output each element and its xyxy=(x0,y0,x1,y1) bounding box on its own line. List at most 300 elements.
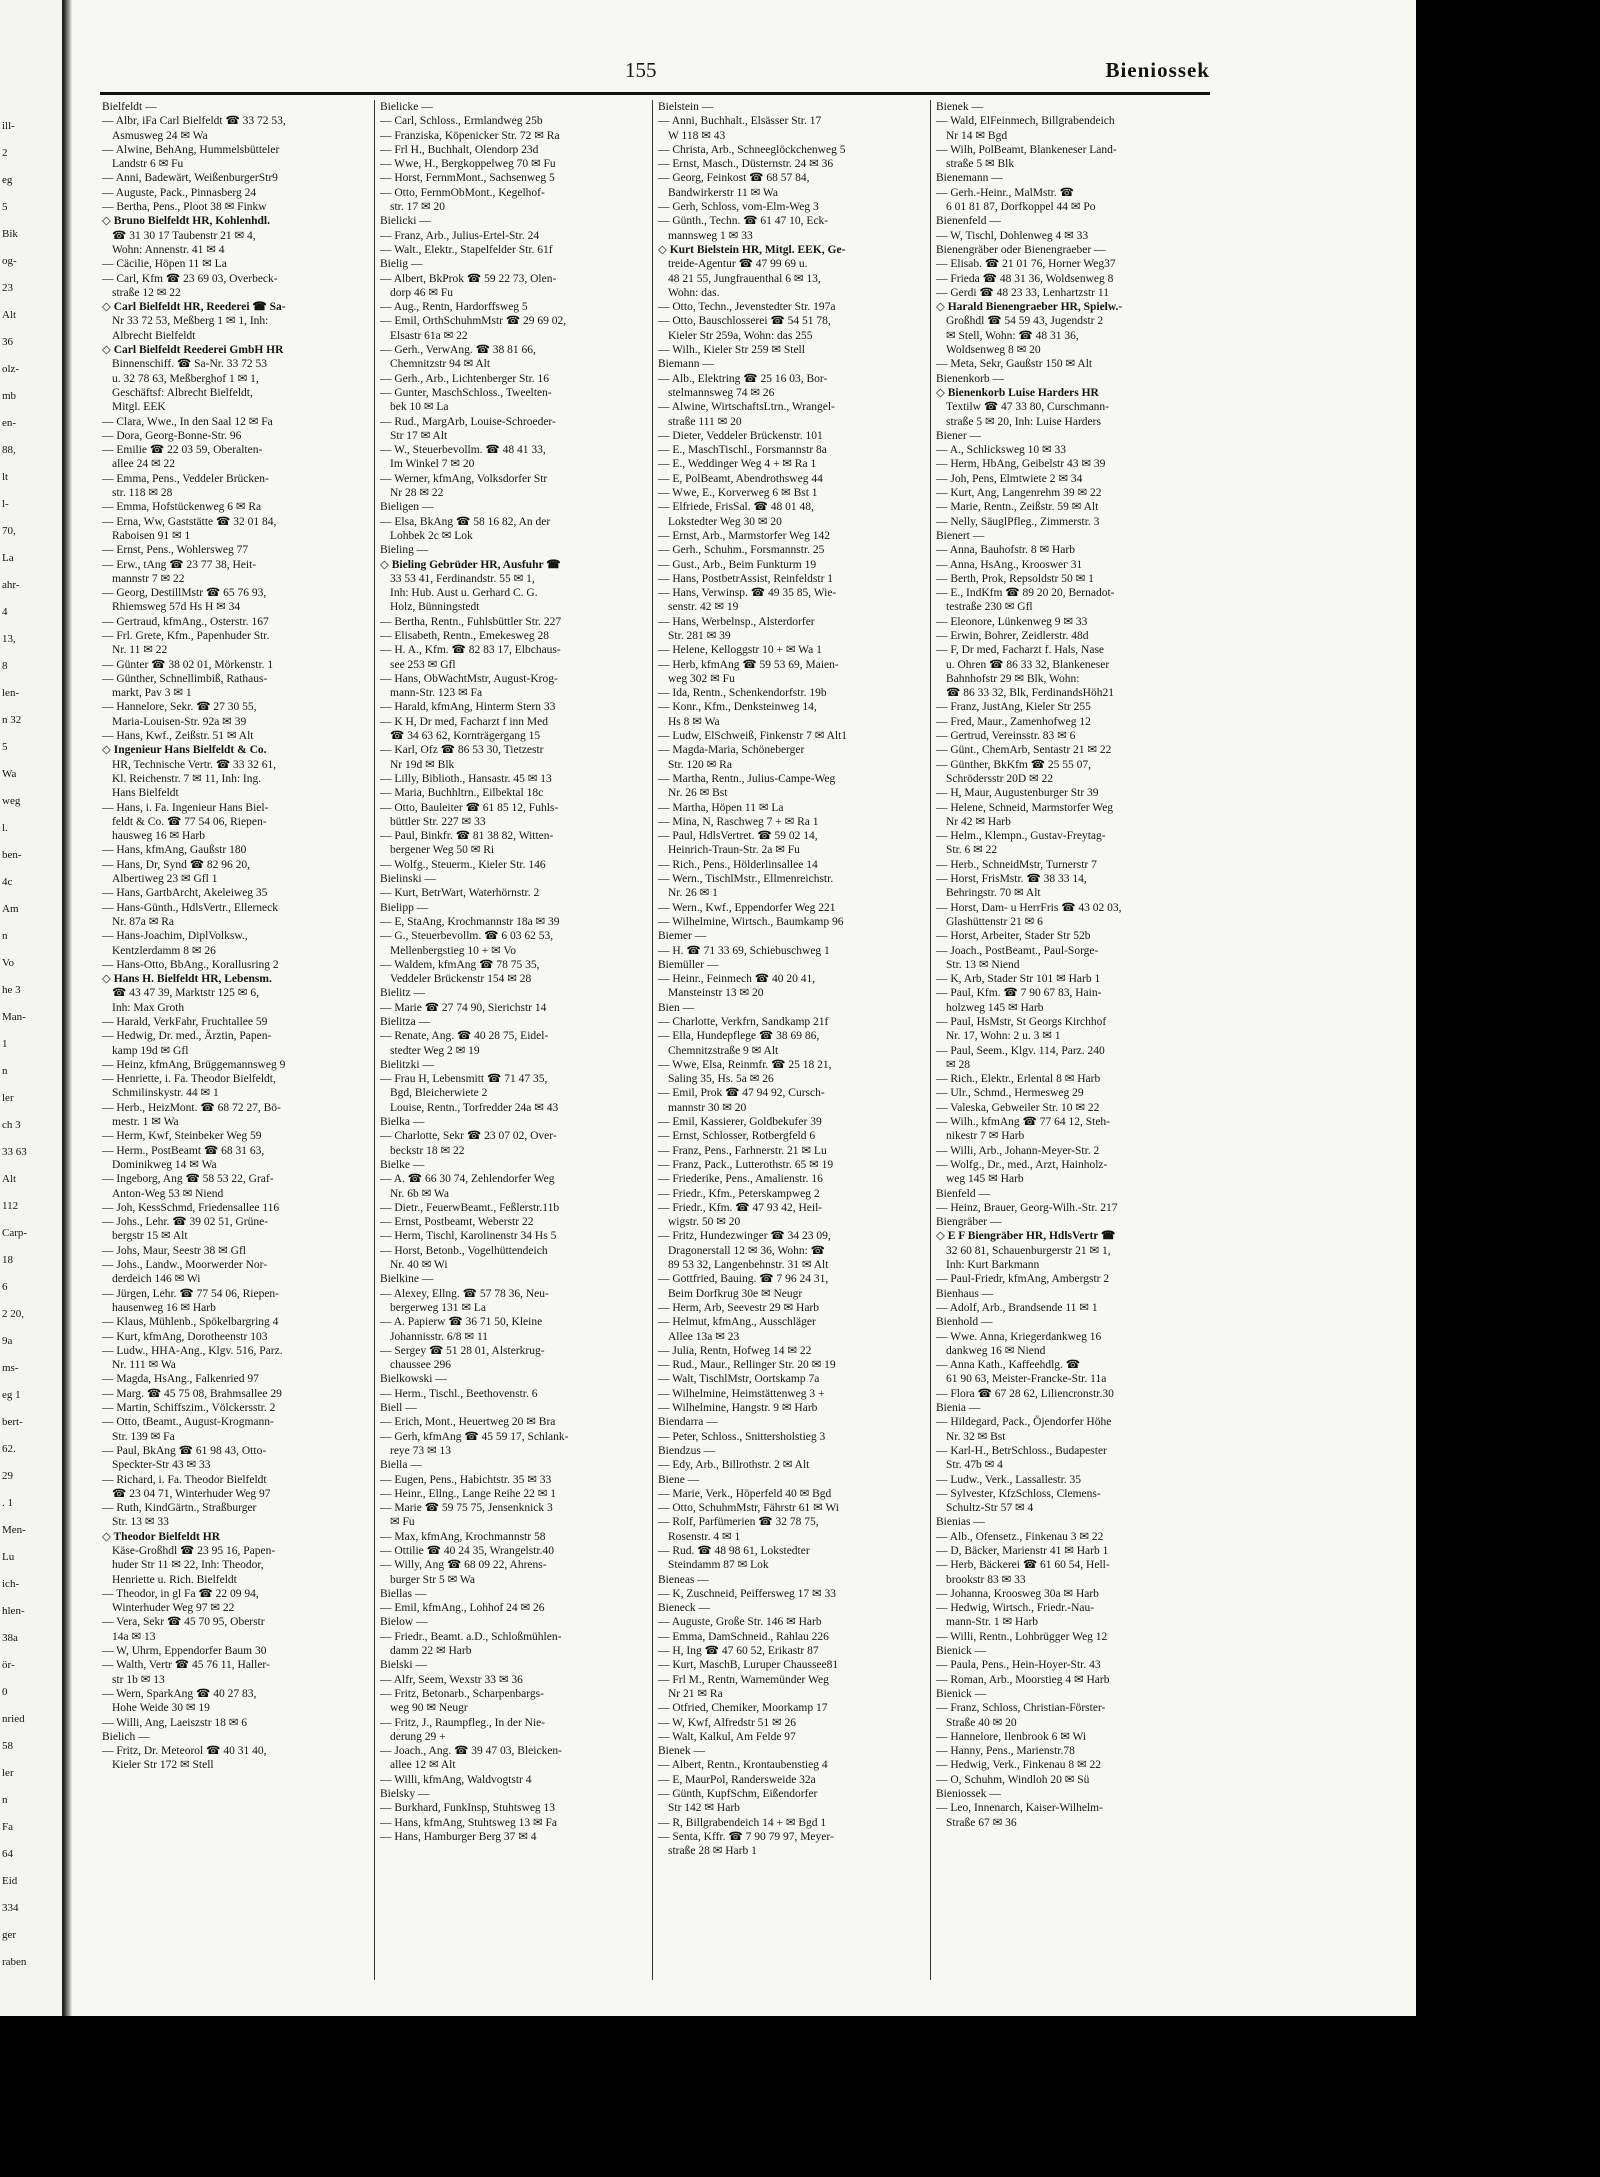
directory-entry-line: — Peter, Schloss., Snittersholstieg 3 xyxy=(658,1430,826,1443)
previous-page-fragment: bert- xyxy=(2,1416,23,1428)
directory-entry-line: 61 90 63, Meister-Francke-Str. 11a xyxy=(946,1373,1107,1386)
directory-entry-line: str 1b ✉ 13 xyxy=(112,1673,165,1686)
directory-entry-line: — Paula, Pens., Hein-Hoyer-Str. 43 xyxy=(936,1659,1101,1672)
directory-entry-line: — W, Tischl, Dohlenweg 4 ✉ 33 xyxy=(936,229,1089,242)
directory-entry-line: — Gertrud, Vereinsstr. 83 ✉ 6 xyxy=(936,730,1076,743)
directory-entry-line: Inh: Kurt Barkmann xyxy=(946,1259,1040,1272)
directory-entry-line: — Paul, HdlsVertret. ☎ 59 02 14, xyxy=(658,830,818,843)
directory-entry-line: Bienhaus — xyxy=(936,1287,994,1300)
directory-entry-line: burger Str 5 ✉ Wa xyxy=(390,1573,475,1586)
directory-entry-line: — Harald, kfmAng, Hinterm Stern 33 xyxy=(380,701,556,714)
directory-entry-line: — Emil, kfmAng., Lohhof 24 ✉ 26 xyxy=(380,1602,545,1615)
directory-entry-line: straße 5 ✉ 20, Inh: Luise Harders xyxy=(946,415,1101,428)
directory-entry-line: Bienhold — xyxy=(936,1316,993,1329)
directory-entry-line: Biella — xyxy=(380,1459,422,1472)
directory-entry-line: straße 5 ✉ Blk xyxy=(946,158,1015,171)
directory-entry-line: — Helene, Schneid, Marmstorfer Weg xyxy=(936,801,1114,814)
directory-entry-line: — F, Dr med, Facharzt f. Hals, Nase xyxy=(936,644,1105,657)
directory-entry-line: Nr. 26 ✉ Bst xyxy=(668,787,728,800)
directory-entry-line: — Harald, VerkFahr, Fruchtallee 59 xyxy=(102,1016,268,1028)
directory-entry-line: huder Str 11 ✉ 22, Inh: Theodor, xyxy=(112,1559,264,1572)
directory-entry-line: Nr. 111 ✉ Wa xyxy=(112,1359,176,1372)
header-rule xyxy=(100,92,1210,95)
directory-entry-line: — Ernst, Arb., Marmstorfer Weg 142 xyxy=(658,529,830,542)
directory-entry-line: — Joach., PostBeamt., Paul-Sorge- xyxy=(936,944,1099,957)
directory-entry-line: ◇ Bienenkorb Luise Harders HR xyxy=(936,386,1099,399)
directory-entry-line: — Franziska, Köpenicker Str. 72 ✉ Ra xyxy=(380,129,560,142)
directory-entry-line: — Hans, Werbelnsp., Alsterdorfer xyxy=(658,615,815,628)
directory-entry-line: Nr. 26 ✉ 1 xyxy=(668,887,718,900)
directory-entry-line: — Otto, Techn., Jevenstedter Str. 197a xyxy=(658,301,836,314)
previous-page-fragment: len- xyxy=(2,687,20,699)
directory-entry-line: Bieling — xyxy=(380,544,429,557)
directory-entry-line: — Helene, Kelloggstr 10 + ✉ Wa 1 xyxy=(658,644,822,657)
directory-entry-line: treide-Agentur ☎ 47 99 69 u. xyxy=(668,258,808,271)
directory-entry-line: Bielstein — xyxy=(658,101,714,113)
previous-page-fragment: 5 xyxy=(2,741,8,753)
directory-entry-line: senstr. 42 ✉ 19 xyxy=(668,601,739,614)
directory-entry-line: — Frieda ☎ 48 31 36, Woldsenweg 8 xyxy=(936,272,1114,285)
directory-entry-line: — Erw., tAng ☎ 23 77 38, Heit- xyxy=(102,558,257,571)
previous-page-fragment: 6 xyxy=(2,1281,8,1293)
previous-page-fragment: Fa xyxy=(2,1821,13,1833)
directory-entry-line: — Rud., MargArb, Louise-Schroeder- xyxy=(380,415,556,428)
directory-entry-line: — Friederike, Pens., Amalienstr. 16 xyxy=(658,1173,823,1186)
directory-entry-line: — Joach., Ang. ☎ 39 47 03, Bleicken- xyxy=(380,1745,563,1758)
directory-entry-line: — Hedwig, Wirtsch., Friedr.-Nau- xyxy=(936,1602,1095,1615)
previous-page-fragment: 62. xyxy=(2,1443,16,1455)
directory-entry-line: chaussee 296 xyxy=(390,1359,451,1372)
directory-entry-line: Schrödersstr 20D ✉ 22 xyxy=(946,772,1054,785)
directory-entry-line: Bieniossek — xyxy=(936,1788,1001,1801)
directory-entry-line: — Hans-Otto, BbAng., Korallusring 2 xyxy=(102,958,279,971)
directory-entry-line: — Wolfg., Dr., med., Arzt, Hainholz- xyxy=(936,1158,1108,1171)
directory-entry-line: — Walth, Vertr ☎ 45 76 11, Haller- xyxy=(102,1659,270,1672)
previous-page-fragment: Man- xyxy=(2,1011,26,1023)
directory-entry-line: — Frl. Grete, Kfm., Papenhuder Str. xyxy=(102,629,270,642)
directory-entry-line: 33 53 41, Ferdinandstr. 55 ✉ 1, xyxy=(390,572,535,585)
directory-entry-line: — Fritz, Betonarb., Scharpenbargs- xyxy=(380,1687,544,1700)
directory-entry-line: hausweg 16 ✉ Harb xyxy=(112,830,205,843)
directory-entry-line: — D, Bäcker, Marienstr 41 ✉ Harb 1 xyxy=(936,1544,1109,1557)
directory-entry-line: ◇ Carl Bielfeldt HR, Reederei ☎ Sa- xyxy=(102,301,286,314)
directory-entry-line: Str. 13 ✉ Niend xyxy=(946,958,1020,971)
previous-page-fragment: ler xyxy=(2,1767,14,1779)
directory-entry-line: — Franz, Pack., Lutterothstr. 65 ✉ 19 xyxy=(658,1158,834,1171)
previous-page-fragment: eg xyxy=(2,174,13,186)
directory-entry-line: — O, Schuhm, Windloh 20 ✉ Sü xyxy=(936,1773,1090,1786)
directory-entry-line: — Magda-Maria, Schöneberger xyxy=(658,744,805,757)
directory-entry-line: — Gerh., Arb., Lichtenberger Str. 16 xyxy=(380,372,550,385)
directory-entry-line: Nr 19d ✉ Blk xyxy=(390,758,455,771)
directory-entry-line: — E, MaurPol, Randersweide 32a xyxy=(658,1773,816,1786)
directory-entry-line: — Kurt, BetrWart, Waterhörnstr. 2 xyxy=(380,887,540,900)
directory-entry-line: straße 28 ✉ Harb 1 xyxy=(668,1845,757,1858)
directory-entry-line: Bielsky — xyxy=(380,1788,430,1801)
directory-entry-line: Albrecht Bielfeldt xyxy=(112,329,196,342)
directory-entry-line: — Albert, BkProk ☎ 59 22 73, Olen- xyxy=(380,272,557,285)
directory-entry-line: Bieneck — xyxy=(658,1602,711,1615)
directory-entry-line: — Joh, Pens, Elmtwiete 2 ✉ 34 xyxy=(936,472,1083,485)
directory-entry-line: Anton-Weg 53 ✉ Niend xyxy=(112,1187,224,1200)
directory-entry-line: Binnenschiff. ☎ Sa-Nr. 33 72 53 xyxy=(112,358,267,371)
directory-entry-line: — Martha, Höpen 11 ✉ La xyxy=(658,801,784,814)
directory-entry-line: bek 10 ✉ La xyxy=(390,401,449,414)
directory-entry-line: 6 01 81 87, Dorfkoppel 44 ✉ Po xyxy=(946,201,1096,214)
directory-entry-line: weg 145 ✉ Harb xyxy=(946,1173,1024,1186)
directory-entry-line: Bielitz — xyxy=(380,987,426,1000)
directory-entry-line: ✉ 28 xyxy=(946,1058,971,1071)
directory-entry-line: mann-Str. 123 ✉ Fa xyxy=(390,687,483,700)
directory-entry-line: Biendarra — xyxy=(658,1416,718,1429)
directory-entry-line: u. 32 78 63, Meßberghof 1 ✉ 1, xyxy=(112,372,259,385)
directory-entry-line: — Paul, Kfm. ☎ 7 90 67 83, Hain- xyxy=(936,987,1102,1000)
directory-entry-line: — Heinr., Feinmech ☎ 40 20 41, xyxy=(658,973,816,986)
directory-entry-line: Bien — xyxy=(658,1001,695,1014)
directory-entry-line: Textilw ☎ 47 33 80, Curschmann- xyxy=(946,401,1109,414)
directory-entry-line: Mitgl. EEK xyxy=(112,401,166,414)
directory-entry-line: — Ernst, Schlosser, Rotbergfeld 6 xyxy=(658,1130,816,1143)
directory-entry-line: Hans Bielfeldt xyxy=(112,787,179,800)
directory-entry-line: — Georg, DestillMstr ☎ 65 76 93, xyxy=(102,587,267,600)
directory-entry-line: allee 24 ✉ 22 xyxy=(112,458,175,471)
directory-entry-line: — Emma, Hofstückenweg 6 ✉ Ra xyxy=(102,501,262,514)
previous-page-fragment: olz- xyxy=(2,363,20,375)
previous-page-fragment: Wa xyxy=(2,768,17,780)
directory-entry-line: Bielkine — xyxy=(380,1273,434,1286)
directory-entry-line: — Anna Kath., Kaffeehdlg. ☎ xyxy=(936,1359,1081,1372)
directory-entry-line: — Lilly, Biblioth., Hansastr. 45 ✉ 13 xyxy=(380,772,552,785)
previous-page-fragment: 4c xyxy=(2,876,13,888)
directory-entry-line: Nr 33 72 53, Meßberg 1 ✉ 1, Inh: xyxy=(112,315,269,328)
directory-entry-line: — Wilh, PolBeamt, Blankeneser Land- xyxy=(936,143,1117,156)
directory-entry-line: — Auguste, Pack., Pinnasberg 24 xyxy=(102,186,257,199)
column-3 xyxy=(658,100,926,1980)
running-head: Bieniossek xyxy=(1105,58,1210,82)
directory-entry-line: — Otto, Bauleiter ☎ 61 85 12, Fuhls- xyxy=(380,801,559,814)
directory-entry-line: Biendzus — xyxy=(658,1444,716,1457)
directory-entry-line: ◇ E F Biengräber HR, HdlsVertr ☎ xyxy=(936,1230,1116,1243)
directory-entry-line: — Marie, Rentn., Zeißstr. 59 ✉ Alt xyxy=(936,501,1099,514)
directory-entry-line: Woldsenweg 8 ✉ 20 xyxy=(946,344,1041,357)
directory-entry-line: — Flora ☎ 67 28 62, Liliencronstr.30 xyxy=(936,1387,1114,1400)
directory-entry-line: — Herm, Tischl, Karolinenstr 34 Hs 5 xyxy=(380,1230,557,1243)
column-2 xyxy=(380,100,648,1980)
directory-entry-line: — Willi, kfmAng, Waldvogtstr 4 xyxy=(380,1773,532,1786)
directory-entry-line: mann-Str. 1 ✉ Harb xyxy=(946,1616,1039,1629)
directory-entry-line: bergstr 15 ✉ Alt xyxy=(112,1230,188,1243)
directory-entry-line: — R, Billgrabendeich 14 + ✉ Bgd 1 xyxy=(658,1816,827,1829)
directory-entry-line: — Erna, Ww, Gaststätte ☎ 32 01 84, xyxy=(102,515,277,528)
directory-entry-line: — Albr, iFa Carl Bielfeldt ☎ 33 72 53, xyxy=(102,115,286,128)
directory-entry-line: ✉ Fu xyxy=(390,1516,415,1529)
directory-entry-line: — Leo, Innenarch, Kaiser-Wilhelm- xyxy=(936,1802,1103,1815)
directory-entry-line: straße 12 ✉ 22 xyxy=(112,286,181,299)
directory-entry-line: Bielicke — xyxy=(380,101,433,113)
previous-page-fragment: 36 xyxy=(2,336,13,348)
directory-entry-line: — Elfriede, FrisSal. ☎ 48 01 48, xyxy=(658,501,814,514)
directory-entry-line: Bielipp — xyxy=(380,901,429,914)
directory-entry-line: — Gerh.-Heinr., MalMstr. ☎ xyxy=(936,186,1074,199)
directory-entry-line: — Wwe, E., Korverweg 6 ✉ Bst 1 xyxy=(658,487,818,500)
directory-entry-line: W 118 ✉ 43 xyxy=(668,129,726,142)
directory-entry-line: Str 142 ✉ Harb xyxy=(668,1802,740,1815)
previous-page-fragment: Carp- xyxy=(2,1227,28,1239)
directory-entry-line: nikestr 7 ✉ Harb xyxy=(946,1130,1025,1143)
directory-entry-line: — Renate, Ang. ☎ 40 28 75, Eidel- xyxy=(380,1030,549,1043)
directory-entry-line: Bgd, Bleicherwiete 2 xyxy=(390,1087,488,1100)
directory-entry-line: Nr 42 ✉ Harb xyxy=(946,815,1011,828)
directory-entry-line: — Alb., Ofensetz., Finkenau 3 ✉ 22 xyxy=(936,1530,1104,1543)
directory-entry-line: — Fritz, Dr. Meteorol ☎ 40 31 40, xyxy=(102,1745,267,1758)
directory-entry-line: — Sergey ☎ 51 28 01, Alsterkrug- xyxy=(380,1344,545,1357)
previous-page-fragment: ör- xyxy=(2,1659,15,1671)
directory-entry-line: Schultz-Str 57 ✉ 4 xyxy=(946,1502,1034,1515)
directory-entry-line: — Otto, tBeamt., August-Krogmann- xyxy=(102,1416,274,1429)
directory-entry-line: Bielitza — xyxy=(380,1016,431,1028)
directory-entry-line: Großhdl ☎ 54 59 43, Jugendstr 2 xyxy=(946,315,1104,328)
directory-entry-line: brookstr 83 ✉ 33 xyxy=(946,1573,1026,1586)
directory-entry-line: — Georg, Feinkost ☎ 68 57 84, xyxy=(658,172,810,185)
previous-page-fragment: Bik xyxy=(2,228,18,240)
directory-entry-line: kamp 19d ✉ Gfl xyxy=(112,1044,189,1057)
directory-entry-line: — Ella, Hundepflege ☎ 38 69 86, xyxy=(658,1030,820,1043)
directory-entry-line: ◇ Kurt Bielstein HR, Mitgl. EEK, Ge- xyxy=(658,243,846,256)
directory-entry-line: — Hans, kfmAng, Gaußstr 180 xyxy=(102,844,247,857)
previous-page-fragment: en- xyxy=(2,417,17,429)
directory-entry-line: — Willi, Ang, Laeiszstr 18 ✉ 6 xyxy=(102,1716,248,1729)
directory-entry-line: — Emil, Prok ☎ 47 94 92, Cursch- xyxy=(658,1087,825,1100)
directory-entry-line: — Ernst, Masch., Düsternstr. 24 ✉ 36 xyxy=(658,158,834,171)
previous-page-fragment: Lu xyxy=(2,1551,15,1563)
directory-entry-line: — Franz, Arb., Julius-Ertel-Str. 24 xyxy=(380,229,540,242)
directory-entry-line: — Hedwig, Dr. med., Ärztin, Papen- xyxy=(102,1030,272,1043)
previous-page-fragment: 1 xyxy=(2,1038,8,1050)
directory-entry-line: Bienfeld — xyxy=(936,1187,990,1200)
directory-entry-line: Maria-Louisen-Str. 92a ✉ 39 xyxy=(112,715,247,728)
directory-entry-line: — Heinr., Ellng., Lange Reihe 22 ✉ 1 xyxy=(380,1487,557,1500)
directory-entry-line: — Horst, Dam- u HerrFris ☎ 43 02 03, xyxy=(936,901,1122,914)
directory-entry-line: — Gottfried, Bauing. ☎ 7 96 24 31, xyxy=(658,1273,829,1286)
directory-entry-line: — Ruth, KindGärtn., Straßburger xyxy=(102,1502,257,1515)
directory-entry-line: — Gunter, MaschSchloss., Tweelten- xyxy=(380,386,552,399)
directory-entry-line: Bielow — xyxy=(380,1616,428,1629)
directory-entry-line: — W, Kwf, Alfredstr 51 ✉ 26 xyxy=(658,1716,797,1729)
directory-entry-line: allee 12 ✉ Alt xyxy=(390,1759,456,1772)
directory-entry-line: — Wilhelmine, Hangstr. 9 ✉ Harb xyxy=(658,1402,818,1415)
directory-entry-line: — Franz, Schloss, Christian-Förster- xyxy=(936,1702,1106,1715)
directory-entry-line: — Gerh, Schloss, vom-Elm-Weg 3 xyxy=(658,201,819,214)
directory-entry-line: Rhiemsweg 57d Hs H ✉ 34 xyxy=(112,601,241,614)
directory-entry-line: Hs 8 ✉ Wa xyxy=(668,715,720,728)
previous-page-fragment: weg xyxy=(2,795,21,807)
directory-entry-line: — Anni, Buchhalt., Elsässer Str. 17 xyxy=(658,115,822,128)
directory-entry-line: — Wwe, H., Bergkoppelweg 70 ✉ Fu xyxy=(380,158,556,171)
previous-page-fragment: ch 3 xyxy=(2,1119,21,1131)
directory-entry-line: — Wolfg., Steuerm., Kieler Str. 146 xyxy=(380,858,546,871)
directory-entry-line: — Charlotte, Sekr ☎ 23 07 02, Over- xyxy=(380,1130,557,1143)
directory-entry-line: Henriette u. Rich. Bielfeldt xyxy=(112,1573,237,1586)
previous-page-fragment: 23 xyxy=(2,282,13,294)
directory-entry-line: Beim Dorfkrug 30e ✉ Neugr xyxy=(668,1287,803,1300)
column-divider xyxy=(652,100,653,1980)
directory-entry-line: — Hans, Kwf., Zeißstr. 51 ✉ Alt xyxy=(102,730,254,743)
directory-entry-line: Bielitzki — xyxy=(380,1058,434,1071)
directory-entry-line: Bienemann — xyxy=(936,172,1003,185)
previous-page-fragment: 112 xyxy=(2,1200,19,1212)
directory-entry-line: — Marie ☎ 27 74 90, Sierichstr 14 xyxy=(380,1001,547,1014)
previous-page-fragment: n xyxy=(2,1065,8,1077)
directory-entry-line: — Kurt, MaschB, Luruper Chaussee81 xyxy=(658,1659,839,1672)
directory-entry-line: — Max, kfmAng, Krochmannstr 58 xyxy=(380,1530,546,1543)
directory-entry-line: — E., IndKfm ☎ 89 20 20, Bernadot- xyxy=(936,587,1115,600)
directory-entry-line: Nr 21 ✉ Ra xyxy=(668,1687,723,1700)
directory-entry-line: Bielicki — xyxy=(380,215,431,228)
directory-entry-line: — Otto, Bauschlosserei ☎ 54 51 78, xyxy=(658,315,831,328)
directory-entry-line: Str. 281 ✉ 39 xyxy=(668,629,731,642)
directory-entry-line: — Paul, Binkfr. ☎ 81 38 82, Witten- xyxy=(380,830,554,843)
directory-entry-line: Bienengräber oder Bienengraeber — xyxy=(936,243,1106,256)
previous-page-fragment: ms- xyxy=(2,1362,19,1374)
directory-entry-line: Biene — xyxy=(658,1473,700,1486)
directory-entry-line: — W., Steuerbevollm. ☎ 48 41 33, xyxy=(380,444,546,457)
directory-entry-line: — Heinz, kfmAng, Brüggemannsweg 9 xyxy=(102,1058,286,1071)
directory-entry-line: — Friedr., Kfm. ☎ 47 93 42, Heil- xyxy=(658,1201,823,1214)
directory-entry-line: Geschäftsf: Albrecht Bielfeldt, xyxy=(112,386,253,399)
directory-entry-line: — Walt., Elektr., Stapelfelder Str. 61f xyxy=(380,243,553,256)
directory-entry-line: — Marg. ☎ 45 75 08, Brahmsallee 29 xyxy=(102,1387,282,1400)
directory-entry-line: — H. A., Kfm. ☎ 82 83 17, Elbchaus- xyxy=(380,644,561,657)
directory-entry-line: Nr 28 ✉ 22 xyxy=(390,487,444,500)
directory-entry-line: — Emma, DamSchneid., Rahlau 226 xyxy=(658,1630,829,1643)
previous-page-fragment: 13, xyxy=(2,633,16,645)
previous-page-fragment: 8 xyxy=(2,660,8,672)
directory-entry-line: — Frl H., Buchhalt, Olendorp 23d xyxy=(380,143,539,156)
directory-entry-line: — Erwin, Bohrer, Zeidlerstr. 48d xyxy=(936,629,1089,642)
previous-page-fragment: n xyxy=(2,930,8,942)
directory-entry-line: — Wilhelmine, Heimstättenweg 3 + xyxy=(658,1387,825,1400)
previous-page-fragment: ill- xyxy=(2,120,15,132)
directory-entry-line: — Wwe, Elsa, Reinmfr. ☎ 25 18 21, xyxy=(658,1058,832,1071)
directory-entry-line: — Roman, Arb., Moorstieg 4 ✉ Harb xyxy=(936,1673,1110,1686)
directory-entry-line: — Hans, ObWachtMstr, August-Krog- xyxy=(380,672,558,685)
directory-entry-line: — Ludw, ElSchweiß, Finkenstr 7 ✉ Alt1 xyxy=(658,730,848,743)
directory-entry-line: u. Ohren ☎ 86 33 32, Blankeneser xyxy=(946,658,1110,671)
directory-entry-line: — Sylvester, KfzSchloss, Clemens- xyxy=(936,1487,1101,1500)
directory-entry-line: — Ludw., Verk., Lassallestr. 35 xyxy=(936,1473,1082,1486)
previous-page-fragment: Men- xyxy=(2,1524,26,1536)
previous-page-fragment: 38a xyxy=(2,1632,18,1644)
directory-entry-line: — Herm, HbAng, Geibelstr 43 ✉ 39 xyxy=(936,458,1106,471)
directory-entry-line: — Werner, kfmAng, Volksdorfer Str xyxy=(380,472,548,485)
directory-entry-line: — Günther, BkKfm ☎ 25 55 07, xyxy=(936,758,1092,771)
previous-page-fragment: 58 xyxy=(2,1740,13,1752)
directory-entry-line: — Ottilie ☎ 40 24 35, Wrangelstr.40 xyxy=(380,1544,554,1557)
directory-entry-line: Bienek — xyxy=(936,101,983,113)
directory-entry-line: Hohe Weide 30 ✉ 19 xyxy=(112,1702,210,1715)
previous-page-fragment: Alt xyxy=(2,1173,17,1185)
directory-entry-line: bergener Weg 50 ✉ Ri xyxy=(390,844,495,857)
directory-entry-line: — A., Schlicksweg 10 ✉ 33 xyxy=(936,444,1067,457)
directory-entry-line: Bielkowski — xyxy=(380,1373,447,1386)
directory-entry-line: Bienick — xyxy=(936,1687,987,1700)
directory-entry-line: Saling 35, Hs. 5a ✉ 26 xyxy=(668,1073,774,1086)
previous-page-fragment: n 32 xyxy=(2,714,22,726)
directory-entry-line: — Hans, GartbArcht, Akeleiweg 35 xyxy=(102,887,268,900)
previous-page-fragment: . 1 xyxy=(2,1497,13,1509)
directory-entry-line: — Edy, Arb., Billrothstr. 2 ✉ Alt xyxy=(658,1459,810,1472)
directory-entry-line: — Karl, Ofz ☎ 86 53 30, Tietzestr xyxy=(380,744,544,757)
directory-entry-line: — Günth, KupfSchm, Eißendorfer xyxy=(658,1788,818,1801)
directory-entry-line: — Paul, HsMstr, St Georgs Kirchhof xyxy=(936,1016,1107,1028)
directory-entry-line: — Paul, Seem., Klgv. 114, Parz. 240 xyxy=(936,1044,1105,1057)
directory-entry-line: — Günther, Schnellimbiß, Rathaus- xyxy=(102,672,268,685)
directory-entry-line: — Herm., Tischl., Beethovenstr. 6 xyxy=(380,1387,538,1400)
directory-entry-line: — Herm., PostBeamt ☎ 68 31 63, xyxy=(102,1144,265,1157)
directory-entry-line: Bielfeldt — xyxy=(102,101,157,113)
directory-entry-line: — Wern., TischlMstr., Ellmenreichstr. xyxy=(658,873,834,886)
directory-entry-line: — Mina, N, Raschweg 7 + ✉ Ra 1 xyxy=(658,815,819,828)
directory-entry-line: Kieler Str 172 ✉ Stell xyxy=(112,1759,214,1772)
directory-entry-line: mannstr 30 ✉ 20 xyxy=(668,1101,747,1114)
directory-entry-line: — Alfr, Seem, Wexstr 33 ✉ 36 xyxy=(380,1673,523,1686)
directory-entry-line: — Bertha, Pens., Ploot 38 ✉ Finkw xyxy=(102,201,267,214)
directory-entry-line: — Theodor, in gl Fa ☎ 22 09 94, xyxy=(102,1587,259,1600)
directory-entry-line: — Rich., Pens., Hölderlinsallee 14 xyxy=(658,858,818,871)
directory-entry-line: Kl. Reichenstr. 7 ✉ 11, Inh: Ing. xyxy=(112,772,262,785)
directory-entry-line: mannsweg 1 ✉ 33 xyxy=(668,229,753,242)
directory-entry-line: testraße 230 ✉ Gfl xyxy=(946,601,1033,614)
directory-entry-line: — Herm, Arb, Seevestr 29 ✉ Harb xyxy=(658,1301,820,1314)
directory-entry-line: — Herb, kfmAng ☎ 59 53 69, Maien- xyxy=(658,658,839,671)
directory-entry-line: markt, Pav 3 ✉ 1 xyxy=(112,687,192,700)
directory-entry-line: — Elsa, BkAng ☎ 58 16 82, An der xyxy=(380,515,551,528)
directory-entry-line: — Walt, Kalkul, Am Felde 97 xyxy=(658,1730,796,1743)
directory-entry-line: — Hans-Joachim, DiplVolksw., xyxy=(102,930,248,943)
directory-entry-line: — Adolf, Arb., Brandsende 11 ✉ 1 xyxy=(936,1301,1098,1314)
directory-entry-line: wigstr. 50 ✉ 20 xyxy=(668,1216,741,1229)
directory-entry-line: Str. 47b ✉ 4 xyxy=(946,1459,1003,1472)
directory-entry-line: — Fritz, J., Raumpfleg., In der Nie- xyxy=(380,1716,546,1729)
directory-entry-line: — Gerh., VerwAng. ☎ 38 81 66, xyxy=(380,344,536,357)
directory-entry-line: — Klaus, Mühlenb., Spökelbargring 4 xyxy=(102,1316,279,1329)
previous-page-fragment: l. xyxy=(2,822,8,834)
directory-entry-line: — Konr., Kfm., Denksteinweg 14, xyxy=(658,701,817,714)
directory-entry-line: — A. ☎ 66 30 74, Zehlendorfer Weg xyxy=(380,1173,555,1186)
previous-page-fragment: 18 xyxy=(2,1254,13,1266)
directory-entry-line: — Ernst, Pens., Wohlersweg 77 xyxy=(102,544,249,557)
directory-entry-line: Nr. 40 ✉ Wi xyxy=(390,1259,448,1272)
directory-entry-line: Albertiweg 23 ✉ Gfl 1 xyxy=(112,873,218,886)
directory-entry-line: — Gerh, kfmAng ☎ 45 59 17, Schlank- xyxy=(380,1430,569,1443)
directory-entry-line: — Rolf, Parfümerien ☎ 32 78 75, xyxy=(658,1516,819,1529)
directory-entry-line: — Rud., Maur., Rellinger Str. 20 ✉ 19 xyxy=(658,1359,836,1372)
directory-entry-line: — Horst, Arbeiter, Stader Str 52b xyxy=(936,930,1091,943)
directory-entry-line: Str 17 ✉ Alt xyxy=(390,429,448,442)
directory-entry-line: — Martin, Schiffszim., Völckersstr. 2 xyxy=(102,1402,276,1415)
directory-entry-line: Biell — xyxy=(380,1402,417,1415)
previous-page-fragment: mb xyxy=(2,390,17,402)
directory-entry-line: Dragonerstall 12 ✉ 36, Wohn: ☎ xyxy=(668,1244,825,1257)
directory-entry-line: Behringstr. 70 ✉ Alt xyxy=(946,887,1041,900)
directory-columns xyxy=(102,100,1210,1980)
directory-entry-line: — Frl M., Rentn, Warnemünder Weg xyxy=(658,1673,829,1686)
directory-entry-line: Bieneas — xyxy=(658,1573,709,1586)
directory-entry-line: — Herb, Bäckerei ☎ 61 60 54, Hell- xyxy=(936,1559,1110,1572)
previous-page-fragment: 5 xyxy=(2,201,8,213)
directory-entry-line: — Kurt, kfmAng, Dorotheenstr 103 xyxy=(102,1330,268,1343)
directory-entry-line: — Wwe. Anna, Kriegerdankweg 16 xyxy=(936,1330,1102,1343)
